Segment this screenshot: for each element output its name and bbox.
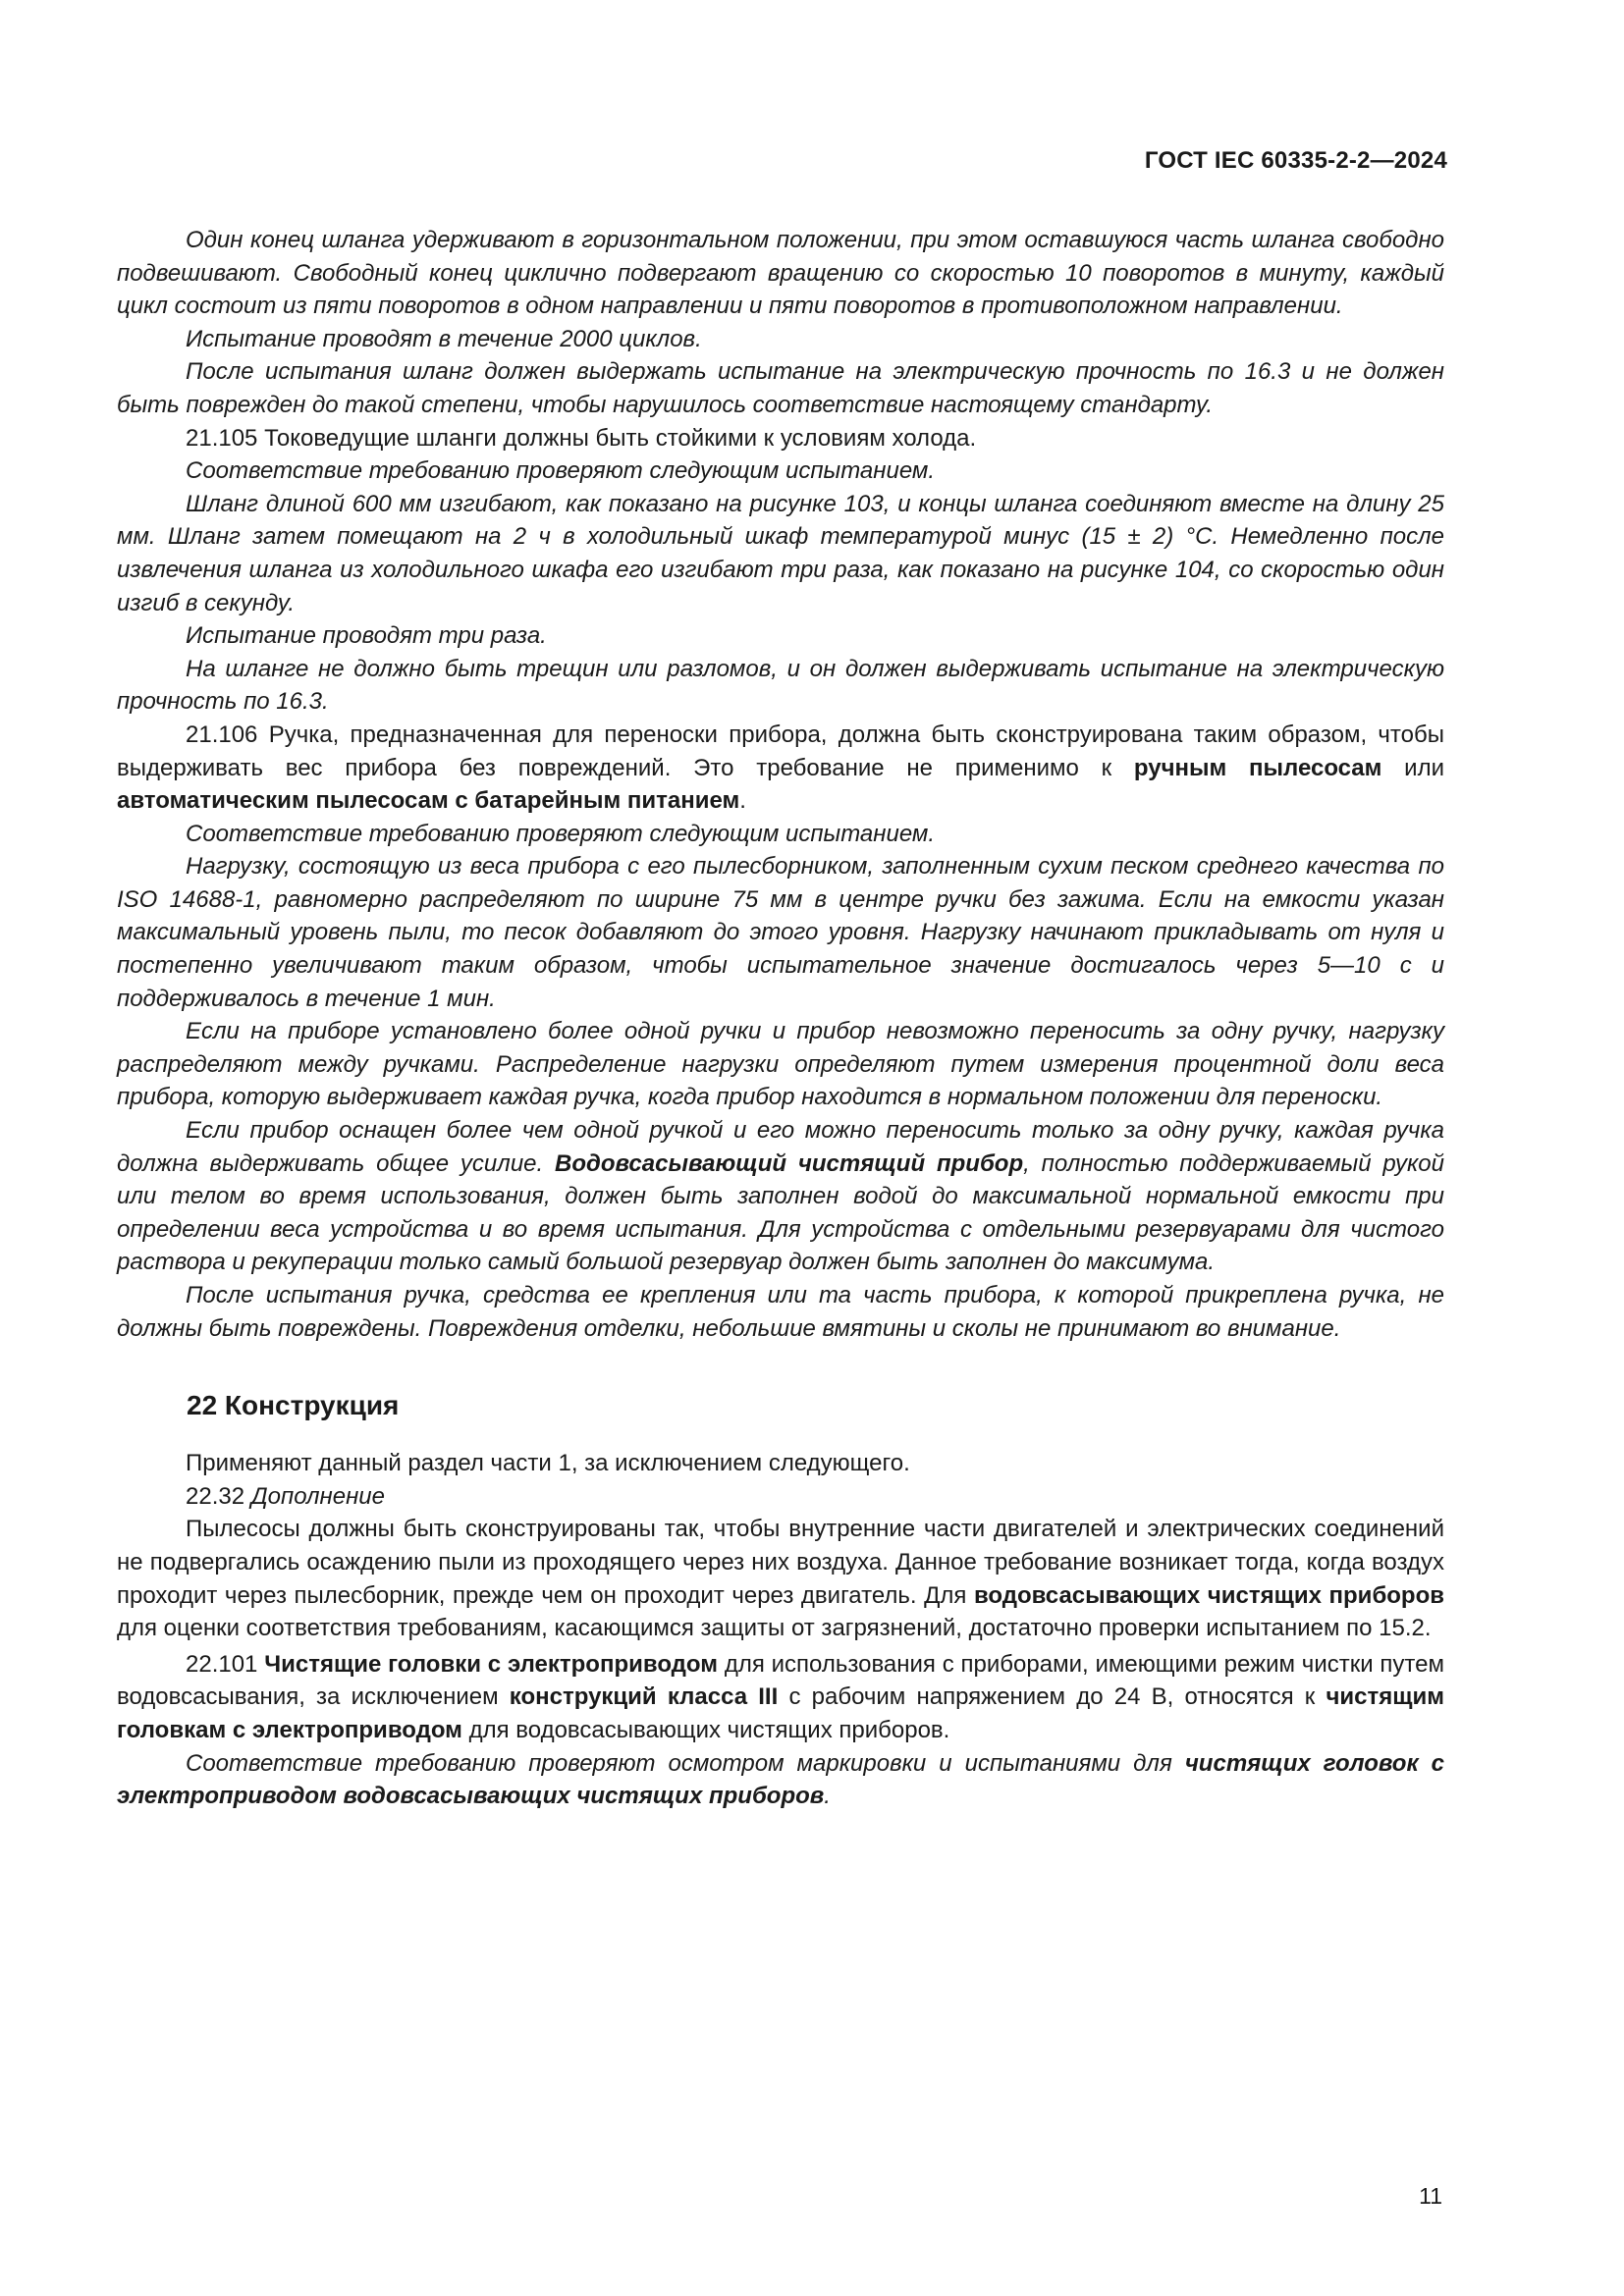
page-number: 11 xyxy=(1419,2183,1442,2209)
document-header: ГОСТ IEC 60335-2-2—2024 xyxy=(1144,147,1447,174)
paragraph xyxy=(117,850,1444,1015)
term-bold: конструкций класса III xyxy=(509,1683,779,1711)
text-run: для водовсасывающих чистящих приборов. xyxy=(461,1716,950,1743)
paragraph xyxy=(117,422,1444,455)
paragraph xyxy=(117,1114,1444,1279)
paragraph xyxy=(117,719,1444,818)
clause-21-text xyxy=(117,224,1444,1345)
text-run: с рабочим напряжением до 24 В, относятся к xyxy=(778,1683,1326,1711)
paragraph xyxy=(117,323,1444,356)
text-run: Если на приборе установлено более одной ручки и прибор невозможно переносить за одну ручку, нагрузку распределяют между ручками. Распределение нагрузки определяют путем измерения процентной доли веса прибора, которую выдерживает каждая ручка, когда прибор находится в нормальном положении для переноски. xyxy=(117,1018,1444,1111)
text-run: Соответствие требованию проверяют следующим испытанием. xyxy=(186,820,936,847)
text-run: . xyxy=(824,1783,831,1810)
paragraph xyxy=(117,1648,1444,1747)
clause-22-text xyxy=(117,1447,1444,1813)
paragraph xyxy=(117,224,1444,323)
term-bold: ручным пылесосам xyxy=(1133,754,1382,781)
text-run: Если прибор оснащен более чем одной ручкой и его можно переносить только за одну ручку, каждая ручка должна выдерживать общее усилие. xyxy=(117,1117,1444,1177)
text-run: 22.101 xyxy=(186,1650,265,1678)
section-heading: 22 Конструкция xyxy=(187,1390,400,1421)
paragraph xyxy=(117,1480,1444,1514)
text-run: Испытание проводят три раза. xyxy=(186,622,547,650)
term-bold: Чистящие головки с электроприводом xyxy=(264,1650,718,1678)
text-run: для оценки соответствия требованиям, касающимся защиты от загрязнений, достаточно проверки испытанием по 15.2. xyxy=(117,1615,1432,1642)
text-run: Дополнение xyxy=(250,1482,385,1510)
text-run: Один конец шланга удерживают в горизонтальном положении, при этом оставшуюся часть шланга свободно подвешивают. Свободный конец циклично подвергают вращению со скоростью 10 поворотов в минуту, каждый цикл состоит из пяти поворотов в одном направлении и пяти поворотов в противоположном направлении. xyxy=(117,227,1444,320)
paragraph xyxy=(117,619,1444,653)
text-run: , полностью поддерживаемый рукой или телом во время использования, должен быть заполнен водой до максимальной нормальной емкости при определении веса устройства и во время испытания. Для устройства с отдельными резервуарами для чистого раствора и рекуперации только самый большой резервуар должен быть заполнен до максимума. xyxy=(117,1149,1444,1276)
text-run: Испытание проводят в течение 2000 циклов. xyxy=(186,325,702,352)
text-run: . xyxy=(739,787,746,815)
document-body xyxy=(117,224,1444,1813)
text-run: Соответствие требованию проверяют следующим испытанием. xyxy=(186,457,936,485)
paragraph xyxy=(117,355,1444,421)
text-run: Шланг длиной 600 мм изгибают, как показано на рисунке 103, и концы шланга соединяют вместе на длину 25 мм. Шланг затем помещают на 2 ч в холодильный шкаф температурой минус (15 ± 2) °С. Немедленно после извлечения шланга из холодильного шкафа его изгибают три раза, как показано на рисунке 104, со скоростью один изгиб в секунду. xyxy=(117,490,1444,616)
term-bold: чистящих головок с электроприводом водовсасывающих чистящих приборов xyxy=(117,1749,1444,1810)
paragraph xyxy=(117,1513,1444,1644)
text-run: 21.105 Токоведущие шланги должны быть стойкими к условиям холода. xyxy=(186,424,977,452)
paragraph xyxy=(117,1279,1444,1345)
text-run: для использования с приборами, имеющими режим чистки путем водовсасывания, за исключением xyxy=(117,1650,1444,1711)
text-run: 21.106 Ручка, предназначенная для переноски прибора, должна быть сконструирована таким образом, чтобы выдерживать вес прибора без повреждений. Это требование не применимо к xyxy=(117,721,1444,781)
text-run: Нагрузку, состоящую из веса прибора с его пылесборником, заполненным сухим песком среднего качества по ISO 14688-1, равномерно распределяют по ширине 75 мм в центре ручки без зажима. Если на емкости указан максимальный уровень пыли, то песок добавляют до этого уровня. Нагрузку начинают прикладывать от нуля и постепенно увеличивают таким образом, чтобы испытательное значение достигалось через 5—10 с и поддерживалось в течение 1 мин. xyxy=(117,853,1444,1012)
paragraph xyxy=(117,488,1444,619)
text-run: Соответствие требованию проверяют осмотром маркировки и испытаниями для xyxy=(186,1749,1185,1777)
paragraph xyxy=(117,1447,1444,1480)
text-run: На шланге не должно быть трещин или разломов, и он должен выдерживать испытание на электрическую прочность по 16.3. xyxy=(117,655,1444,716)
term-bold: Водовсасывающий чистящий прибор xyxy=(555,1149,1024,1177)
paragraph xyxy=(117,653,1444,719)
paragraph xyxy=(117,454,1444,488)
term-bold: чистящим головкам с электроприводом xyxy=(117,1683,1445,1743)
paragraph xyxy=(117,1747,1444,1813)
text-run: 22.32 xyxy=(186,1482,251,1510)
text-run: или xyxy=(1381,754,1444,781)
text-run: Пылесосы должны быть сконструированы так, чтобы внутренние части двигателей и электрических соединений не подвергались осаждению пыли из проходящего через них воздуха. Данное требование возникает тогда, когда воздух проходит через пылесборник, прежде чем он проходит через двигатель. Для xyxy=(117,1516,1444,1609)
text-run: Применяют данный раздел части 1, за исключением следующего. xyxy=(186,1450,910,1477)
text-run: После испытания шланг должен выдержать испытание на электрическую прочность по 16.3 и не должен быть поврежден до такой степени, чтобы нарушилось соответствие настоящему стандарту. xyxy=(117,358,1444,418)
paragraph xyxy=(117,1015,1444,1114)
term-bold: водовсасывающих чистящих приборов xyxy=(973,1581,1444,1609)
term-bold: автоматическим пылесосам с батарейным питанием xyxy=(117,787,740,815)
paragraph xyxy=(117,818,1444,851)
text-run: После испытания ручка, средства ее крепления или та часть прибора, к которой прикреплена ручка, не должны быть повреждены. Повреждения отделки, небольшие вмятины и сколы не принимают во внимание. xyxy=(117,1282,1444,1342)
